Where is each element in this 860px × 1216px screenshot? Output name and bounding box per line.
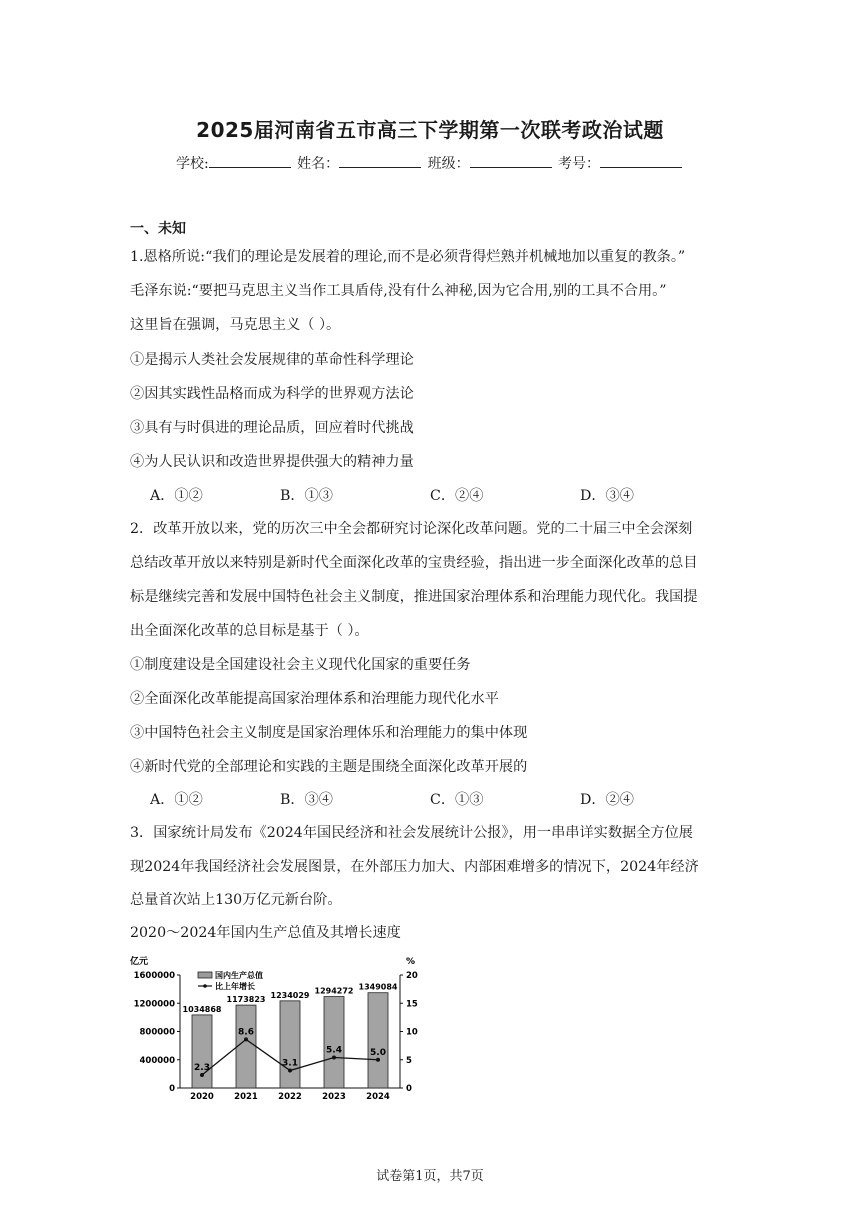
q1-item: ①是揭示人类社会发展规律的革命性科学理论 <box>130 352 414 368</box>
q1-option-d[interactable]: D．③④ <box>580 488 634 504</box>
growth-point <box>244 1037 248 1041</box>
y-tick-label-right: 20 <box>406 971 418 981</box>
gdp-bar-value-label: 1234029 <box>270 990 310 1000</box>
growth-point <box>200 1073 204 1077</box>
q3-stem-line: 现2024年我国经济社会发展图景，在外部压力加大、内部困难增多的情况下，2024年经济 <box>130 859 699 875</box>
q2-item: ④新时代党的全部理论和实践的主题是围绕全面深化改革开展的 <box>130 759 528 775</box>
y-tick-label-left: 400000 <box>139 1055 175 1066</box>
gdp-chart <box>118 948 428 1106</box>
growth-value-label: 5.0 <box>370 1047 386 1058</box>
q2-option-c[interactable]: C．①③ <box>430 792 484 808</box>
q2-option-d[interactable]: D．②④ <box>580 792 634 808</box>
y-axis-right-label: % <box>406 957 416 967</box>
q2-option-b[interactable]: B．③④ <box>280 792 333 808</box>
chart-caption: 2020～2024年国内生产总值及其增长速度 <box>130 925 401 941</box>
q1-stem-line: 毛泽东说:“要把马克思主义当作工具盾侍,没有什么神秘,因为它合用,别的工具不合用。” <box>130 283 667 299</box>
q1-option-a[interactable]: A．①② <box>150 488 203 504</box>
q2-option-a[interactable]: A．①② <box>150 792 203 808</box>
gdp-bar <box>280 1001 300 1088</box>
field-school-blank[interactable] <box>209 154 291 168</box>
q1-item: ②因其实践性品格而成为科学的世界观方法论 <box>130 386 414 402</box>
y-tick-label-left: 1600000 <box>133 971 175 981</box>
y-tick-label-left: 0 <box>169 1084 175 1094</box>
gdp-bar-value-label: 1173823 <box>226 995 266 1005</box>
q1-stem-line: 这里旨在强调，马克思主义（ ）。 <box>130 317 341 333</box>
gdp-bar <box>324 997 344 1088</box>
legend-line-label: 比上年增长 <box>215 982 255 991</box>
page-footer: 试卷第1页，共7页 <box>376 1169 484 1184</box>
field-name-blank[interactable] <box>339 154 421 168</box>
y-tick-label-left: 1200000 <box>133 999 175 1010</box>
growth-point <box>288 1068 292 1072</box>
growth-value-label: 8.6 <box>238 1027 254 1038</box>
gdp-bar <box>368 993 388 1088</box>
growth-point <box>332 1055 336 1059</box>
q2-stem-line: 总结改革开放以来特别是新时代全面深化改革的宝贵经验，指出进一步全面深化改革的总目 <box>130 555 698 571</box>
y-tick-label-right: 10 <box>406 1027 418 1038</box>
growth-value-label: 5.4 <box>326 1045 342 1056</box>
q1-stem-line: 1.恩格所说:“我们的理论是发展着的理论,而不是必须背得烂熟并机械地加以重复的教条。” <box>130 249 686 265</box>
q1-option-c[interactable]: C．②④ <box>430 488 484 504</box>
q1-item: ③具有与时俱进的理论品质，回应着时代挑战 <box>130 420 414 436</box>
legend-line-marker <box>203 984 207 988</box>
q2-stem-line: 出全面深化改革的总目标是基于（ ）。 <box>130 623 369 639</box>
field-class-blank[interactable] <box>470 154 552 168</box>
growth-value-label: 3.1 <box>282 1058 298 1069</box>
growth-value-label: 2.3 <box>194 1063 210 1074</box>
q3-stem-line: 3．国家统计局发布《2024年国民经济和社会发展统计公报》，用一串串详实数据全方位展 <box>130 825 693 841</box>
q3-stem-line: 总量首次站上130万亿元新台阶。 <box>130 892 342 908</box>
field-name-label: 姓名： <box>297 156 340 172</box>
growth-point <box>376 1058 380 1062</box>
gdp-bar-value-label: 1034868 <box>182 1004 222 1014</box>
legend-bar-label: 国内生产总值 <box>215 971 263 980</box>
legend-bar-swatch <box>198 972 212 978</box>
x-tick-label: 2022 <box>278 1092 302 1102</box>
y-axis-left-label: 亿元 <box>130 957 149 967</box>
student-info-fields <box>0 153 860 173</box>
x-tick-label: 2023 <box>322 1092 346 1102</box>
field-class-label: 班级： <box>427 156 470 172</box>
field-exam-number-label: 考号： <box>558 156 601 172</box>
q2-stem-line: 2．改革开放以来，党的历次三中全会都研究讨论深化改革问题。党的二十届三中全会深刻 <box>130 521 693 537</box>
q2-stem-line: 标是继续完善和发展中国特色社会主义制度，推进国家治理体系和治理能力现代化。我国提 <box>130 589 698 605</box>
q1-item: ④为人民认识和改造世界提供强大的精神力量 <box>130 454 414 470</box>
q2-item: ③中国特色社会主义制度是国家治理体乐和治理能力的集中体现 <box>130 725 528 741</box>
gdp-bar-value-label: 1349084 <box>358 982 398 992</box>
x-tick-label: 2024 <box>366 1092 390 1102</box>
field-school-label: 学校: <box>175 156 209 172</box>
gdp-bar-value-label: 1294272 <box>314 986 354 996</box>
page-title: 2025届河南省五市高三下学期第一次联考政治试题 <box>196 118 664 142</box>
gdp-bar <box>236 1005 256 1088</box>
y-tick-label-right: 15 <box>406 999 418 1010</box>
q2-item: ①制度建设是全国建设社会主义现代化国家的重要任务 <box>130 657 471 673</box>
y-tick-label-left: 800000 <box>139 1027 175 1038</box>
q2-item: ②全面深化改革能提高国家治理体系和治理能力现代化水平 <box>130 691 499 707</box>
y-tick-label-right: 5 <box>406 1055 412 1066</box>
q1-option-b[interactable]: B．①③ <box>280 488 333 504</box>
x-tick-label: 2021 <box>234 1092 258 1102</box>
x-tick-label: 2020 <box>190 1092 214 1102</box>
gdp-bar <box>192 1015 212 1088</box>
section-heading: 一、未知 <box>130 221 186 237</box>
field-exam-number-blank[interactable] <box>600 154 682 168</box>
y-tick-label-right: 0 <box>406 1084 412 1094</box>
